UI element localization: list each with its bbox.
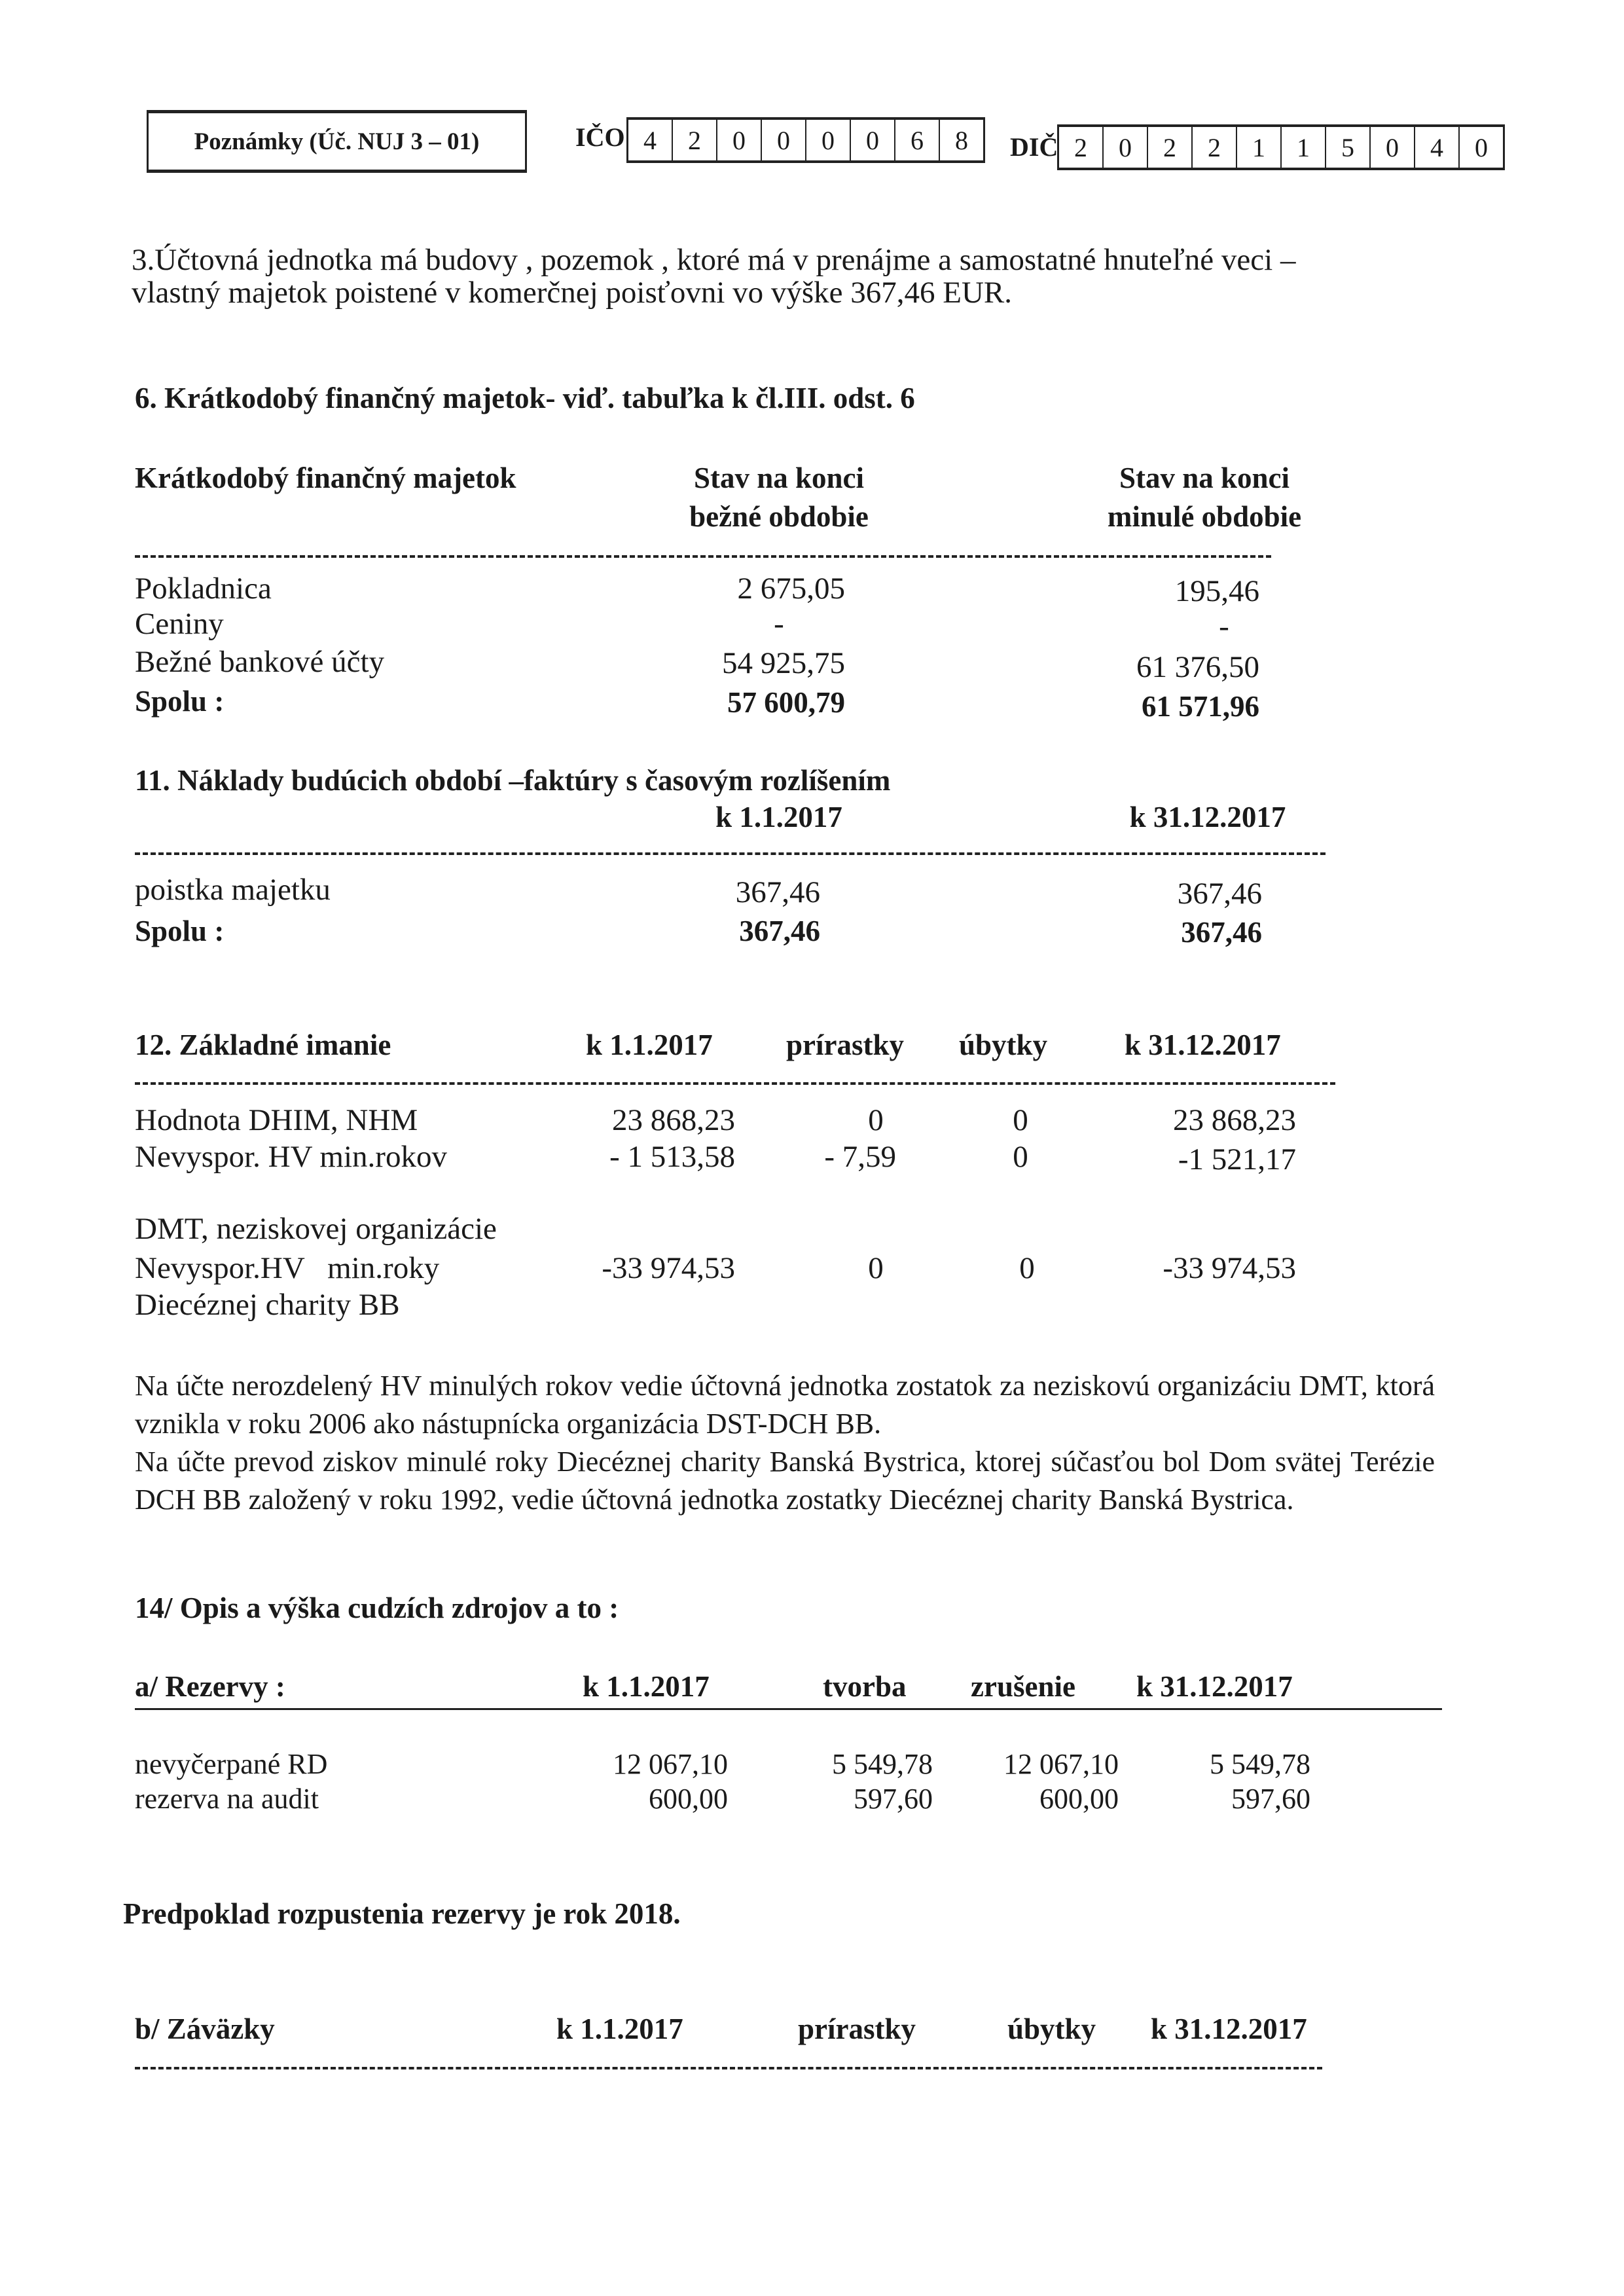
- ico-digit: 6: [895, 120, 940, 160]
- s11-col3: k 31.12.2017: [1129, 801, 1286, 833]
- s12-val: - 7,59: [824, 1140, 896, 1174]
- s14a-val: 12 067,10: [1003, 1748, 1119, 1780]
- s12-val: 23 868,23: [612, 1103, 735, 1137]
- ico-digit: 0: [806, 120, 851, 160]
- s14b-col: k 31.12.2017: [1151, 2013, 1307, 2045]
- s12-col: prírastky: [786, 1029, 904, 1061]
- s6-col-label: Krátkodobý finančný majetok: [135, 462, 516, 494]
- s11-total-label: Spolu :: [135, 915, 225, 947]
- s11-row-label: poistka majetku: [135, 873, 331, 907]
- ico-label: IČO: [575, 122, 625, 152]
- s14a-val: 5 549,78: [1210, 1748, 1310, 1780]
- ico-digit: 0: [717, 120, 762, 160]
- divider: [135, 1082, 1335, 1085]
- s11-total-end: 367,46: [1181, 916, 1262, 949]
- dic-boxes: [1057, 124, 1505, 170]
- s14a-row-label: rezerva na audit: [135, 1783, 319, 1815]
- dic-digit: 0: [1371, 127, 1415, 168]
- s6-row-label: Ceniny: [135, 607, 224, 641]
- section12-heading: 12. Základné imanie: [135, 1029, 391, 1061]
- s14a-val: 5 549,78: [832, 1748, 933, 1780]
- s14a-val: 597,60: [854, 1783, 933, 1815]
- s14-note: Predpoklad rozpustenia rezervy je rok 2018.: [123, 1897, 681, 1930]
- note3-line2: vlastný majetok poistené v komerčnej poisťovni vo výške 367,46 EUR.: [132, 276, 1013, 310]
- s6-row-current: 54 925,75: [722, 646, 845, 680]
- s12-col: k 31.12.2017: [1125, 1029, 1281, 1061]
- s12-val: 0: [1013, 1103, 1028, 1137]
- section14-heading: 14/ Opis a výška cudzích zdrojov a to :: [135, 1592, 619, 1624]
- s6-col3-line2: minulé obdobie: [1107, 500, 1302, 533]
- s14a-col: tvorba: [823, 1670, 907, 1703]
- s14a-val: 12 067,10: [613, 1748, 728, 1780]
- s14a-val: 600,00: [1039, 1783, 1119, 1815]
- s6-row-previous: 61 376,50: [1136, 650, 1259, 684]
- s12-val: -1 521,17: [1178, 1142, 1296, 1176]
- divider: [135, 852, 1326, 855]
- s6-col3-line1: Stav na konci: [1119, 462, 1290, 494]
- s14a-col: k 1.1.2017: [583, 1670, 710, 1703]
- dic-digit: 0: [1104, 127, 1148, 168]
- s14a-row-label: nevyčerpané RD: [135, 1748, 328, 1780]
- s14a-val: 600,00: [649, 1783, 728, 1815]
- dic-digit: 0: [1475, 132, 1488, 162]
- section11-heading: 11. Náklady budúcich období –faktúry s časovým rozlíšením: [135, 764, 891, 797]
- section6-heading: 6. Krátkodobý finančný majetok- viď. tabuľka k čl.III. odst. 6: [135, 382, 915, 414]
- s12-val: -33 974,53: [602, 1251, 735, 1285]
- divider: [135, 1708, 1442, 1710]
- dic-digit: 2: [1059, 127, 1104, 168]
- s12-val: -33 974,53: [1163, 1251, 1296, 1285]
- s12-paragraph-1: Na účte nerozdelený HV minulých rokov vedie účtovná jednotka zostatok za neziskovú organizáciu DMT, ktorá vznikla v roku 2006 ako nástupnícka organizácia DST-DCH BB.: [135, 1370, 1435, 1440]
- s12-col: úbytky: [959, 1029, 1048, 1061]
- ico-boxes: [626, 117, 985, 163]
- dic-digit: 1: [1237, 127, 1282, 168]
- s6-col2-line2: bežné obdobie: [689, 500, 869, 533]
- s14a-val: 597,60: [1231, 1783, 1310, 1815]
- s6-row-previous: -: [1219, 610, 1229, 644]
- dic-digit: 1: [1282, 127, 1326, 168]
- form-title-box: [147, 110, 527, 173]
- s12-val: - 1 513,58: [609, 1140, 735, 1174]
- s12-val: 0: [1019, 1251, 1035, 1285]
- ico-digit: 4: [628, 120, 673, 160]
- s12-dmt-line2: Nevyspor.HV min.roky: [135, 1251, 440, 1285]
- dic-digit: 2: [1193, 127, 1237, 168]
- s14b-col: prírastky: [798, 2013, 916, 2045]
- note3-line1: 3.Účtovná jednotka má budovy , pozemok , ktoré má v prenájme a samostatné hnuteľné veci –: [132, 243, 1296, 277]
- s12-val: 23 868,23: [1173, 1103, 1296, 1137]
- divider: [135, 555, 1271, 558]
- s6-col2-line1: Stav na konci: [693, 462, 865, 494]
- dic-digit: 2: [1148, 127, 1193, 168]
- s6-total-previous: 61 571,96: [1142, 690, 1259, 723]
- s14b-col: k 1.1.2017: [556, 2013, 683, 2045]
- s12-col: k 1.1.2017: [586, 1029, 713, 1061]
- s12-dmt-line3: Diecéznej charity BB: [135, 1288, 400, 1322]
- s14b-label: b/ Záväzky: [135, 2013, 275, 2045]
- ico-digit: 2: [673, 120, 717, 160]
- s12-row-label: Nevyspor. HV min.rokov: [135, 1140, 447, 1174]
- s6-total-label: Spolu :: [135, 685, 225, 718]
- s11-row-end: 367,46: [1177, 877, 1262, 911]
- ico-digit: 0: [762, 120, 806, 160]
- s14a-label: a/ Rezervy :: [135, 1670, 285, 1703]
- form-title: Poznámky (Úč. NUJ 3 – 01): [194, 128, 480, 155]
- dic-digit: 5: [1326, 127, 1371, 168]
- ico-digit: 8: [955, 125, 968, 155]
- dic-digit: 4: [1415, 127, 1460, 168]
- s6-row-current: 2 675,05: [737, 572, 845, 606]
- s12-paragraph-2: Na účte prevod ziskov minulé roky Diecéznej charity Banská Bystrica, ktorej súčasťou bol Dom svätej Terézie DCH BB založený v roku 1992, vedie účtovná jednotka zostatky Diecéznej charity Banská Bystrica.: [135, 1446, 1435, 1516]
- s12-dmt-line1: DMT, neziskovej organizácie: [135, 1212, 497, 1246]
- s11-row-start: 367,46: [735, 875, 820, 909]
- s6-total-current: 57 600,79: [727, 686, 845, 719]
- s12-val: 0: [1013, 1140, 1028, 1174]
- ico-digit: 0: [851, 120, 895, 160]
- s11-col2: k 1.1.2017: [715, 801, 842, 833]
- s11-total-start: 367,46: [739, 915, 820, 947]
- s6-row-current: -: [774, 607, 784, 641]
- s12-row-label: Hodnota DHIM, NHM: [135, 1103, 418, 1137]
- s12-val: 0: [868, 1251, 884, 1285]
- s6-row-label: Pokladnica: [135, 572, 272, 606]
- s6-row-label: Bežné bankové účty: [135, 645, 385, 679]
- s12-val: 0: [868, 1103, 884, 1137]
- s6-row-previous: 195,46: [1174, 574, 1259, 608]
- s14a-col: zrušenie: [971, 1670, 1075, 1703]
- divider: [135, 2067, 1322, 2069]
- s14a-col: k 31.12.2017: [1136, 1670, 1293, 1703]
- dic-label: DIČ: [1010, 132, 1058, 162]
- s14b-col: úbytky: [1007, 2013, 1096, 2045]
